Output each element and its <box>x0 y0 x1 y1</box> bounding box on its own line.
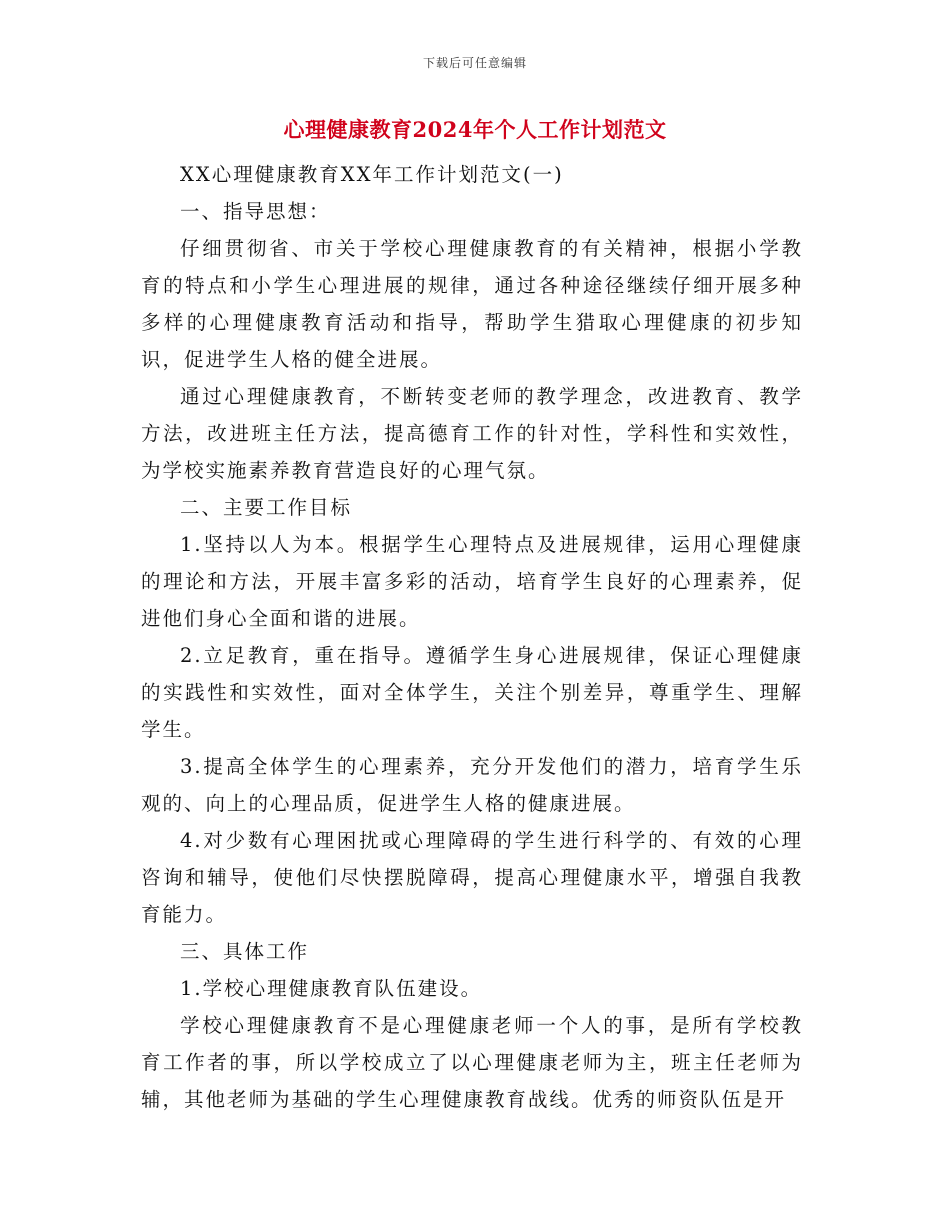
paragraph: 仔细贯彻省、市关于学校心理健康教育的有关精神，根据小学教育的特点和小学生心理进展的规律，通过各种途径继续仔细开展多种多样的心理健康教育活动和指导，帮助学生猎取心理健康的初步知识，促进学生人格的健全进展。 <box>141 237 803 371</box>
paragraph-heading-guiding-thought: 一、指导思想： <box>180 200 331 223</box>
document-body <box>141 156 803 1118</box>
paragraph-subtitle: XX心理健康教育XX年工作计划范文(一) <box>180 163 564 186</box>
paragraph: 通过心理健康教育，不断转变老师的教学理念，改进教育、教学方法，改进班主任方法，提高德育工作的针对性，学科性和实效性，为学校实施素养教育营造良好的心理气氛。 <box>141 385 803 482</box>
document-title: 心理健康教育2024年个人工作计划范文 <box>283 117 667 142</box>
header-note: 下载后可任意编辑 <box>422 56 527 70</box>
paragraph: 3.提高全体学生的心理素养，充分开发他们的潜力，培育学生乐观的、向上的心理品质，促进学生人格的健康进展。 <box>141 755 803 815</box>
paragraph: 4.对少数有心理困扰或心理障碍的学生进行科学的、有效的心理咨询和辅导，使他们尽快摆脱障碍，提高心理健康水平，增强自我教育能力。 <box>141 829 803 926</box>
paragraph: 学校心理健康教育不是心理健康老师一个人的事，是所有学校教育工作者的事，所以学校成立了以心理健康老师为主，班主任老师为辅，其他老师为基础的学生心理健康教育战线。优秀的师资队伍是开 <box>141 1014 803 1111</box>
paragraph-heading-specific-work: 三、具体工作 <box>180 940 310 963</box>
paragraph: 1.学校心理健康教育队伍建设。 <box>180 977 483 1000</box>
paragraph-heading-main-goals: 二、主要工作目标 <box>180 496 353 519</box>
paragraph: 2.立足教育，重在指导。遵循学生身心进展规律，保证心理健康的实践性和实效性，面对全体学生，关注个别差异，尊重学生、理解学生。 <box>141 644 803 741</box>
paragraph: 1.坚持以人为本。根据学生心理特点及进展规律，运用心理健康的理论和方法，开展丰富多彩的活动，培育学生良好的心理素养，促进他们身心全面和谐的进展。 <box>141 533 803 630</box>
